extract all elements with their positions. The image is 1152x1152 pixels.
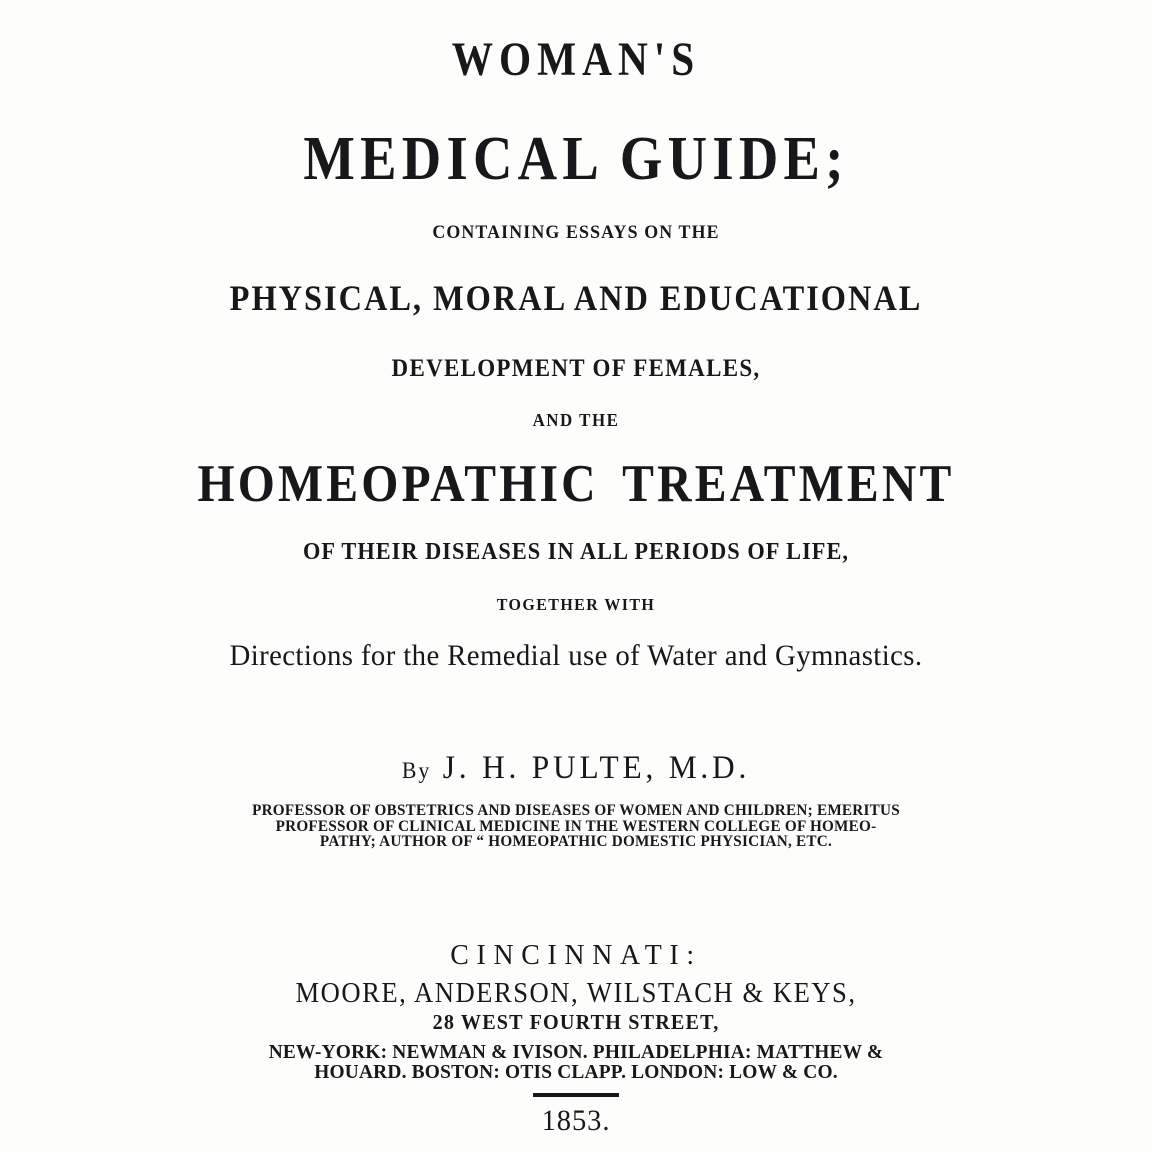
distributor-line: HOUARD. BOSTON: OTIS CLAPP. LONDON: LOW & CO.	[314, 1061, 838, 1083]
author-name: J. H. PULTE, M.D.	[442, 750, 751, 786]
imprint-street-address: 28 WEST FOURTH STREET,	[432, 1010, 720, 1034]
author-by-word: By	[401, 758, 432, 783]
subtitle-containing: CONTAINING ESSAYS ON THE	[432, 222, 720, 243]
credential-line: PATHY; AUTHOR OF “ HOMEOPATHIC DOMESTIC PHYSICIAN, ETC.	[319, 833, 833, 850]
author-credentials	[12, 803, 1141, 850]
credential-line: PROFESSOR OF CLINICAL MEDICINE IN THE WESTERN COLLEGE OF HOMEO-	[275, 817, 877, 835]
book-title-line-1: WOMAN'S	[451, 33, 701, 86]
subtitle-treatment	[58, 455, 1095, 513]
subtitle-diseases: OF THEIR DISEASES IN ALL PERIODS OF LIFE,	[303, 539, 849, 565]
imprint-publisher: MOORE, ANDERSON, WILSTACH & KEYS,	[295, 978, 857, 1009]
imprint-city: CINCINNATI:	[450, 939, 702, 971]
subtitle-together-with: TOGETHER WITH	[496, 595, 656, 614]
horizontal-rule-divider	[533, 1093, 619, 1097]
subtitle-directions: Directions for the Remedial use of Water and Gymnastics.	[229, 639, 923, 672]
treatment-word-treatment: TREATMENT	[622, 455, 955, 513]
publication-year: 1853.	[541, 1104, 611, 1137]
distributor-line: NEW-YORK: NEWMAN & IVISON. PHILADELPHIA: MATTHEW &	[268, 1041, 884, 1063]
subtitle-scope: PHYSICAL, MORAL AND EDUCATIONAL	[229, 278, 923, 318]
subtitle-and-the: AND THE	[532, 410, 620, 430]
subtitle-development: DEVELOPMENT OF FEMALES,	[391, 355, 761, 382]
treatment-word-homeopathic: HOMEOPATHIC	[197, 455, 599, 513]
imprint-distributors	[17, 1042, 1134, 1082]
book-title-line-2: MEDICAL GUIDE;	[303, 125, 849, 193]
credential-line: PROFESSOR OF OBSTETRICS AND DISEASES OF WOMEN AND CHILDREN; EMERITUS	[252, 802, 900, 819]
author-byline	[29, 752, 1123, 785]
